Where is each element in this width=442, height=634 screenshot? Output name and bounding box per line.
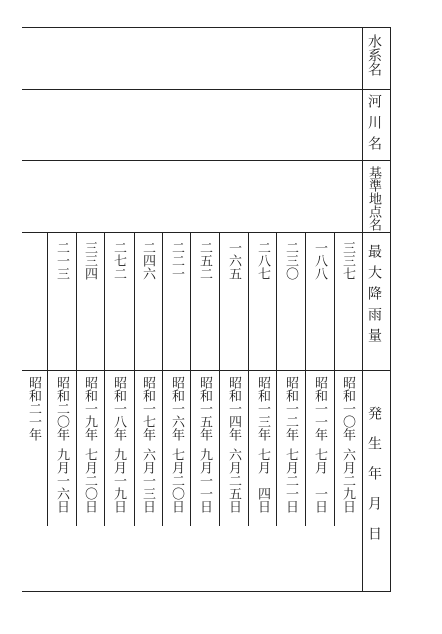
date-year: 昭和二〇年 xyxy=(54,376,69,441)
table-right-border xyxy=(390,27,391,592)
rainfall-value: 三三四 xyxy=(82,241,97,280)
row-divider-3 xyxy=(22,232,391,233)
col-divider xyxy=(104,232,105,526)
date-year: 昭和一二年 xyxy=(283,376,298,441)
col-divider xyxy=(219,232,220,526)
rainfall-value: 三三七 xyxy=(340,241,355,280)
header-column-divider xyxy=(362,27,363,592)
rainfall-value: 二二一 xyxy=(169,241,184,280)
rainfall-value: 二八七 xyxy=(255,241,270,280)
col-divider xyxy=(248,232,249,526)
date-month-day: 六月一三日 xyxy=(140,448,155,513)
col-divider xyxy=(47,232,48,526)
rainfall-value: 二五二 xyxy=(197,241,212,280)
col-divider xyxy=(162,232,163,526)
date-month-day: 七月二〇日 xyxy=(169,448,184,513)
date-month-day: 六月二九日 xyxy=(340,448,355,513)
header-station: 基準地点名 xyxy=(366,166,381,231)
rainfall-value: 一六五 xyxy=(226,241,241,280)
date-month-day: 九月一六日 xyxy=(54,448,69,513)
rainfall-value: 一八八 xyxy=(312,241,327,280)
date-year: 昭和一四年 xyxy=(226,376,241,441)
rainfall-value: 二一三 xyxy=(54,241,69,280)
rainfall-value: 二七二 xyxy=(111,241,126,280)
date-month-day: 九月一九日 xyxy=(111,448,126,513)
rainfall-value: 二三〇 xyxy=(283,241,298,280)
rainfall-value: 二四六 xyxy=(140,241,155,280)
date-year: 昭和一五年 xyxy=(197,376,212,441)
table-bottom-border xyxy=(22,591,391,592)
date-month-day: 七月 一日 xyxy=(312,448,327,513)
col-divider xyxy=(134,232,135,526)
col-divider xyxy=(305,232,306,526)
date-month-day: 七月 四日 xyxy=(255,448,270,513)
header-river: 河川名 xyxy=(366,94,382,157)
date-year: 昭和一〇年 xyxy=(340,376,355,441)
date-year: 昭和二一年 xyxy=(26,376,41,441)
col-divider xyxy=(276,232,277,526)
date-year: 昭和一一年 xyxy=(312,376,327,441)
date-year: 昭和一六年 xyxy=(169,376,184,441)
row-divider-2 xyxy=(22,160,391,161)
date-year: 昭和一三年 xyxy=(255,376,270,441)
date-year: 昭和一九年 xyxy=(82,376,97,441)
date-month-day: 九月一一日 xyxy=(197,448,212,513)
table-top-border xyxy=(22,27,391,28)
col-divider xyxy=(190,232,191,526)
date-month-day: 七月二一日 xyxy=(283,448,298,513)
row-divider-4 xyxy=(22,370,391,371)
header-water-system: 水系名 xyxy=(366,34,382,76)
header-max-rainfall: 最大降雨量 xyxy=(366,244,382,349)
row-divider-1 xyxy=(22,89,391,90)
date-month-day: 七月二〇日 xyxy=(82,448,97,513)
header-date: 発生年月日 xyxy=(366,406,382,557)
col-divider xyxy=(334,232,335,526)
date-year: 昭和一七年 xyxy=(140,376,155,441)
date-year: 昭和一八年 xyxy=(111,376,126,441)
date-month-day: 六月二五日 xyxy=(226,448,241,513)
col-divider xyxy=(76,232,77,526)
